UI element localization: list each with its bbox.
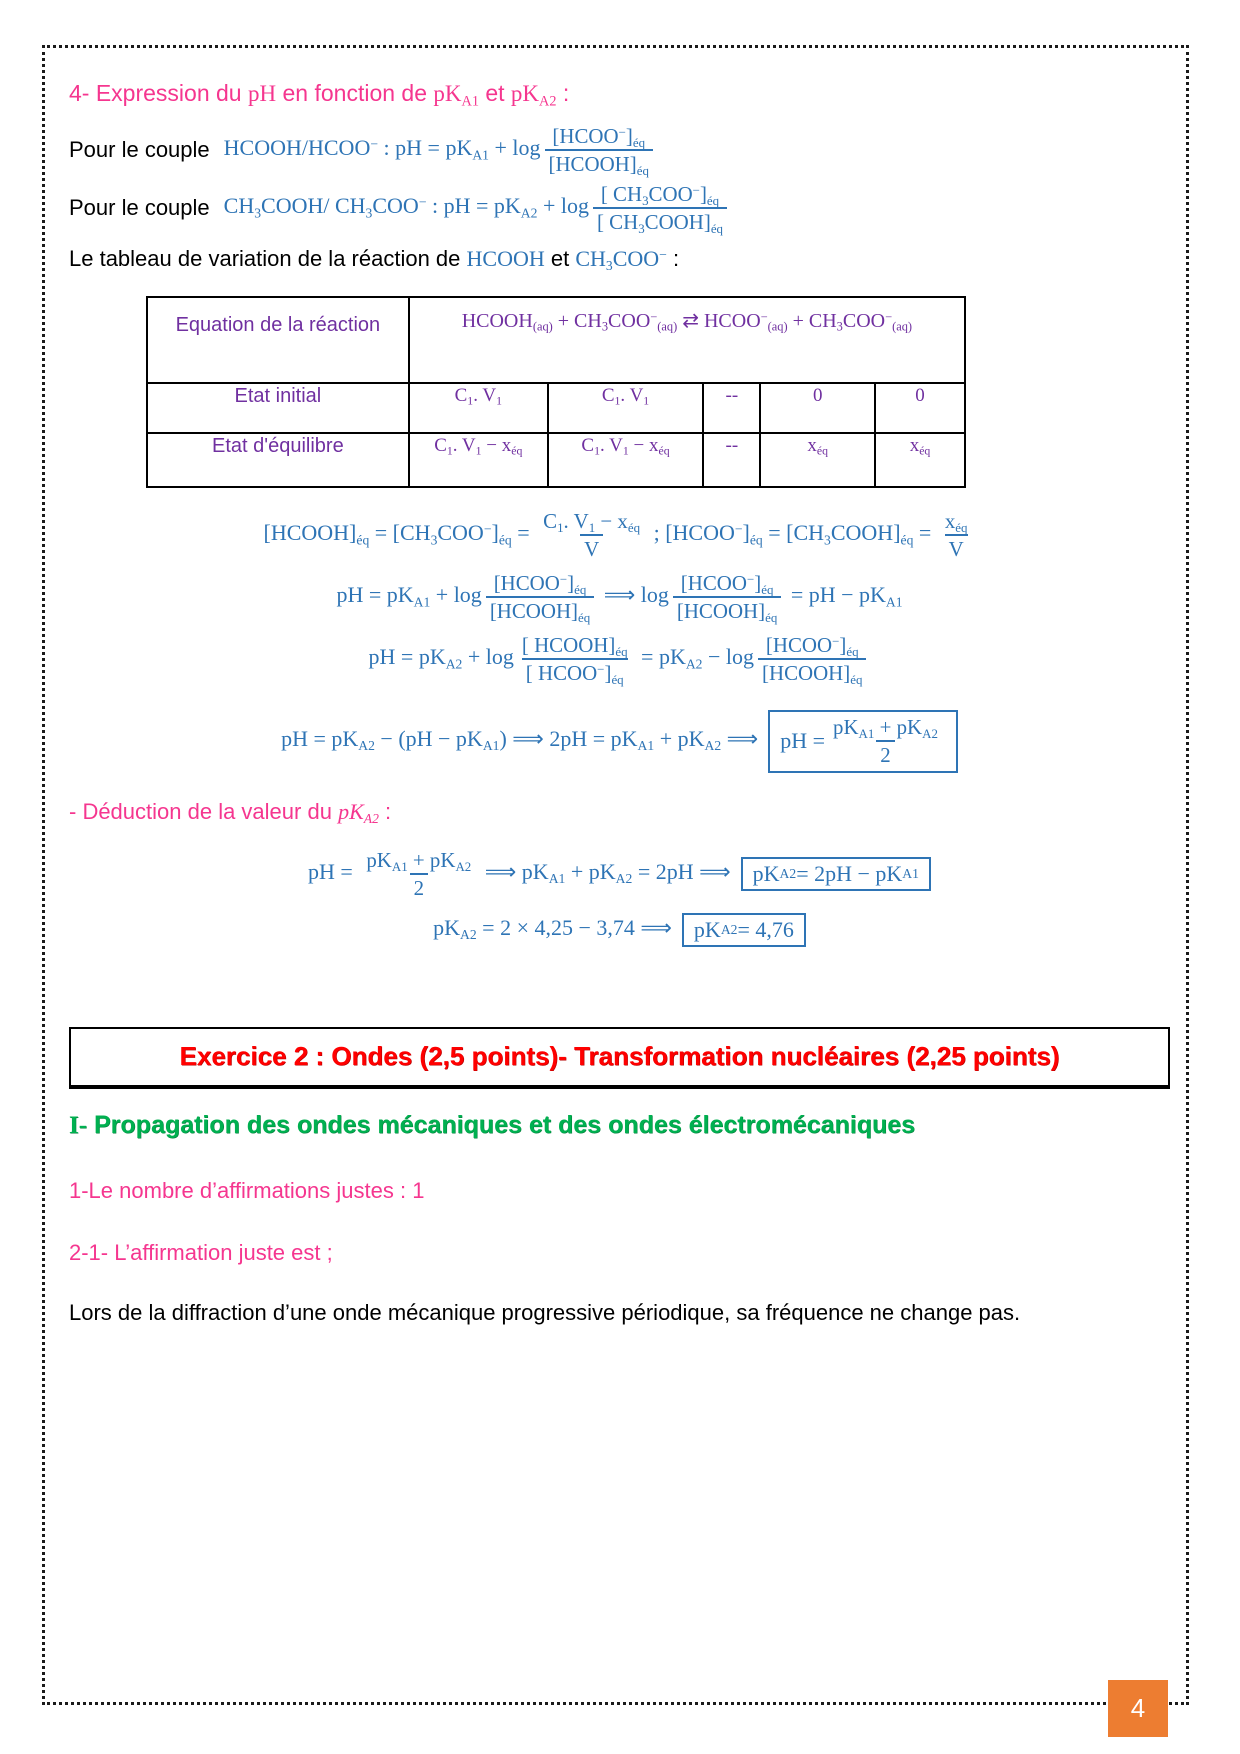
exercice2-banner-title: Exercice 2 : Ondes (2,5 points)- Transformation nucléaires (2,25 points) [179, 1041, 1060, 1072]
cell-value: -- [703, 433, 760, 487]
cell-value: 0 [760, 383, 875, 433]
section-heading-ondes [69, 1111, 1170, 1140]
couple-formula: HCOOH/HCOO− : pH = $pK_{A1} + \log$ $\frac{[HCOO^-]_{éq}}{[HCOOH]_{éq}}$ [224, 123, 657, 177]
reaction-equation: $HCOOH_{(aq)} + CH_3COO^-_{(aq)}$ ⇄ $HCOO^-_{(aq)} + CH_3COO^-_{(aq)}$ [409, 297, 965, 383]
title-ph: pH [247, 81, 277, 106]
formula-couple-hcooh [69, 123, 1170, 177]
deduction-text: - Déduction de la valeur du [69, 798, 339, 824]
title-pka1: $pK_{A1}$ [433, 81, 479, 110]
table-row-initial-state [147, 383, 965, 433]
title-part: et [478, 80, 511, 106]
cell-value: $C_1$. $V_1$ [548, 383, 703, 433]
section-title-ph-expression [69, 80, 1170, 110]
question-2-1-answer: 2-1- L’affirmation juste est ; [69, 1239, 333, 1265]
title-pka2: $pK_{A2}$ [510, 81, 557, 110]
deduction-text: : [378, 798, 392, 824]
boxed-result-pka2-expression: pK A2 = 2pH − pK A1 [741, 857, 931, 891]
cell-value: $C_1$. $V_1 - x_{éq}$ [409, 433, 548, 487]
cell-value: $x_{éq}$ [875, 433, 965, 487]
intro-hcooh: HCOOH [466, 245, 545, 271]
cell-value: -- [703, 383, 760, 433]
boxed-result-ph: pH = $\frac{pK_{A1} + pK_{A2}}{2}$ [768, 710, 958, 772]
formula-ph-mean [69, 710, 1170, 772]
intro-text: et [544, 245, 576, 271]
table-row-equilibrium-state [147, 433, 965, 487]
formula-couple-ch3cooh [69, 181, 1170, 235]
cell-value: $C_1$. $V_1 - x_{éq}$ [548, 433, 703, 487]
cell-value: $x_{éq}$ [760, 433, 875, 487]
cell-value: 0 [875, 383, 965, 433]
correct-affirmation-text: Lors de la diffraction d’une onde mécanique progressive périodique, sa fréquence ne change pas. [69, 1299, 1021, 1325]
formula-concentrations: $[HCOOH]_{éq} = [CH_3COO^-]_{éq}$ = $\frac{C_1. V_1 - x_{éq}}{V}$ ; $[HCOO^-]_{éq}$ = $[CH_3COOH]_{éq}$ = $\frac{x_{éq}}{V}$ [263, 508, 968, 561]
page-number: 4 [1130, 1693, 1146, 1723]
couple-label: Pour le couple [69, 195, 210, 221]
equation-header-label: Equation de la réaction [147, 297, 409, 383]
formula-ph-pka2: pH = $pK_{A2} + \log$ $\frac{[ HCOOH]_{éq}}{[ HCOO^-]_{éq}}$ = $pK_{A2} - \log$ $\frac{[HCOO^-]_{éq}}{[HCOOH]_{éq}}$ [69, 632, 1170, 686]
formula-main: $pK_{A2} = 2 \times 4,25 - 3,74$ ⟹ [433, 914, 672, 942]
boxed-result-pka2-value: pK A2 = 4,76 [682, 913, 806, 947]
couple-formula: $CH_3COOH/$ $CH_3COO^-$ : pH = $pK_{A2} + \log$ $\frac{[ CH_3COO^-]_{éq}}{[ CH_3COOH]_{éq}}$ [224, 181, 731, 235]
formula-pka2-derivation [69, 847, 1170, 901]
page-number-badge [1108, 1680, 1168, 1737]
deduction-subtitle [69, 799, 1170, 825]
couple-label: Pour le couple [69, 137, 210, 163]
title-part: : [556, 80, 570, 106]
exercice2-banner [69, 1027, 1170, 1089]
intro-text: Le tableau de variation de la réaction de [69, 245, 467, 271]
deduction-pka2: $pK_{A2}$ [338, 798, 379, 826]
formula-main: pH = $\frac{pK_{A1} + pK_{A2}}{2}$ ⟹ $pK_{A1} + pK_{A2} = 2pH$ ⟹ [308, 847, 731, 900]
formula-ph-pka1: pH = $pK_{A1} + \log$ $\frac{[HCOO^-]_{éq}}{[HCOOH]_{éq}}$ ⟹ log $\frac{[HCOO^-]_{éq}}{[HCOOH]_{éq}}$ = pH − $pK_{A1}$ [336, 570, 903, 625]
reaction-progress-table [146, 296, 966, 488]
intro-ch3coo: $CH_3COO^-$ [575, 245, 667, 273]
row-label: Etat d'équilibre [147, 433, 409, 487]
formula-pka2-value [69, 913, 1170, 947]
cell-value: $C_1$. $V_1$ [409, 383, 548, 433]
decorative-page-border [42, 45, 1189, 1723]
question-1-answer: 1-Le nombre d’affirmations justes : 1 [69, 1177, 425, 1203]
table-row-equation [147, 297, 965, 383]
table-intro-sentence [69, 246, 1170, 272]
formula-main: pH = $pK_{A2} - (pH - pK_{A1})$ ⟹ $2pH = pK_{A1} + pK_{A2}$ ⟹ [281, 726, 759, 754]
page-content [45, 80, 1186, 1734]
section-numeral: I- [69, 1111, 88, 1139]
title-part: 4- Expression du [69, 80, 248, 106]
row-label: Etat initial [147, 383, 409, 433]
intro-text: : [666, 245, 680, 271]
section-text: Propagation des ondes mécaniques et des ondes électromécaniques [87, 1110, 916, 1139]
title-part: en fonction de [276, 80, 434, 106]
